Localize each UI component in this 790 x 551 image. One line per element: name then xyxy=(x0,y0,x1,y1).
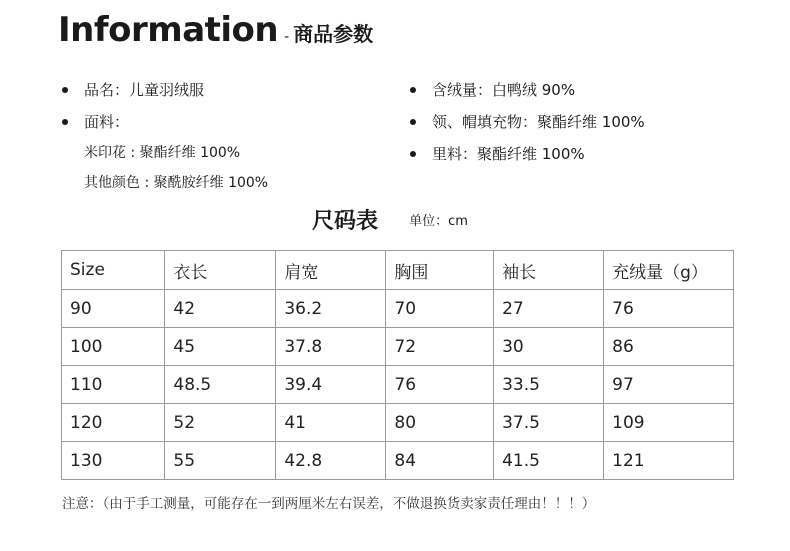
table-cell: 37.8 xyxy=(276,328,386,366)
table-cell: 45 xyxy=(165,328,276,366)
info-left-column xyxy=(62,74,268,198)
table-cell: 72 xyxy=(386,328,494,366)
size-chart-unit: 单位：cm xyxy=(409,214,468,229)
info-item-collar-filling xyxy=(410,106,645,138)
table-row xyxy=(62,366,734,404)
table-cell: 84 xyxy=(386,442,494,480)
table-cell: 109 xyxy=(604,404,734,442)
table-cell: 42.8 xyxy=(276,442,386,480)
info-item-product-name xyxy=(62,74,268,106)
table-cell: 48.5 xyxy=(165,366,276,404)
table-cell: 55 xyxy=(165,442,276,480)
info-right-column xyxy=(410,74,645,170)
table-cell: 42 xyxy=(165,290,276,328)
column-header: 衣长 xyxy=(165,251,276,290)
table-cell: 130 xyxy=(62,442,165,480)
table-cell: 100 xyxy=(62,328,165,366)
table-cell: 90 xyxy=(62,290,165,328)
fabric-sub-item: 米印花 : 聚酯纤维 100% xyxy=(84,145,241,161)
bullet-icon xyxy=(410,119,416,125)
table-cell: 33.5 xyxy=(494,366,604,404)
table-cell: 76 xyxy=(604,290,734,328)
size-chart-heading xyxy=(312,204,468,235)
table-cell: 27 xyxy=(494,290,604,328)
table-cell: 41 xyxy=(276,404,386,442)
column-header: Size xyxy=(62,251,165,290)
table-cell: 86 xyxy=(604,328,734,366)
size-chart-title: 尺码表 xyxy=(312,209,379,234)
bullet-icon xyxy=(410,151,416,157)
bullet-icon xyxy=(62,119,68,125)
info-item-label: 含绒量：白鸭绒 90% xyxy=(432,81,576,99)
page-subtitle: 商品参数 xyxy=(293,22,374,46)
table-cell: 39.4 xyxy=(276,366,386,404)
info-item-label: 品名：儿童羽绒服 xyxy=(84,81,205,99)
column-header: 肩宽 xyxy=(276,251,386,290)
info-item-lining xyxy=(410,138,645,170)
info-item-label: 面料： xyxy=(84,113,130,131)
table-cell: 30 xyxy=(494,328,604,366)
table-cell: 76 xyxy=(386,366,494,404)
bullet-icon xyxy=(410,87,416,93)
page-title: Information xyxy=(58,10,279,50)
table-cell: 41.5 xyxy=(494,442,604,480)
size-table xyxy=(61,250,734,480)
table-row xyxy=(62,442,734,480)
info-item-label: 里料：聚酯纤维 100% xyxy=(432,145,585,163)
column-header: 充绒量（g） xyxy=(604,251,734,290)
table-cell: 97 xyxy=(604,366,734,404)
table-cell: 52 xyxy=(165,404,276,442)
table-row xyxy=(62,404,734,442)
info-item-fabric xyxy=(62,106,268,138)
title-separator: - xyxy=(284,29,290,45)
table-cell: 70 xyxy=(386,290,494,328)
table-cell: 36.2 xyxy=(276,290,386,328)
table-cell: 120 xyxy=(62,404,165,442)
column-header: 胸围 xyxy=(386,251,494,290)
table-header-row xyxy=(62,251,734,290)
info-item-down-content xyxy=(410,74,645,106)
measurement-note: 注意：（由于手工测量，可能存在一到两厘米左右误差，不做退换货卖家责任理由！！！） xyxy=(62,496,596,512)
table-cell: 121 xyxy=(604,442,734,480)
fabric-sub-item: 其他颜色 : 聚酰胺纤维 100% xyxy=(84,175,269,191)
table-cell: 37.5 xyxy=(494,404,604,442)
bullet-icon xyxy=(62,87,68,93)
page-header xyxy=(58,10,373,58)
info-item-label: 领、帽填充物：聚酯纤维 100% xyxy=(432,113,645,131)
table-row xyxy=(62,328,734,366)
column-header: 袖长 xyxy=(494,251,604,290)
table-cell: 110 xyxy=(62,366,165,404)
table-cell: 80 xyxy=(386,404,494,442)
table-row xyxy=(62,290,734,328)
